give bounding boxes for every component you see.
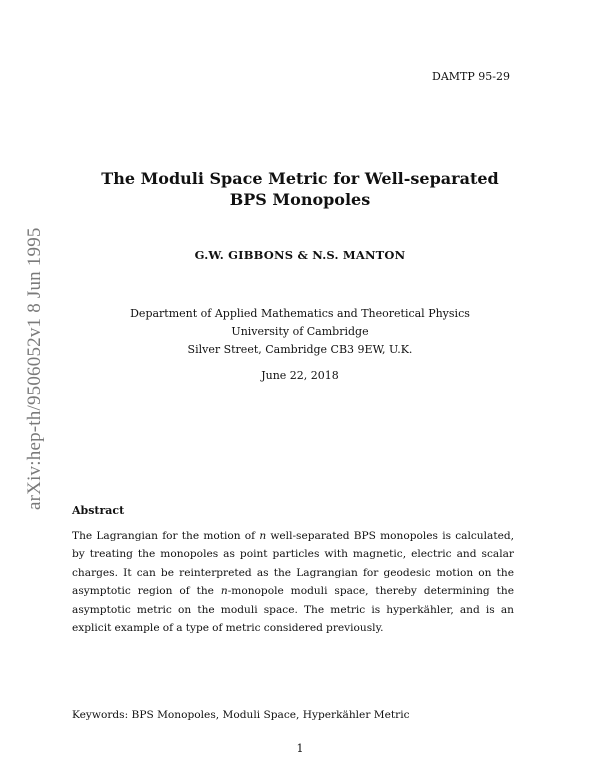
abstract-body: [72, 527, 514, 637]
abstract-var-n-1: n: [259, 530, 267, 542]
authors: G.W. GIBBONS & N.S. MANTON: [194, 248, 406, 262]
affiliation-department: Department of Applied Mathematics and Theoretical Physics: [130, 307, 470, 320]
keywords: Keywords: BPS Monopoles, Moduli Space, Hyperkähler Metric: [72, 709, 410, 721]
affiliation: [0, 305, 600, 359]
affiliation-address: Silver Street, Cambridge CB3 9EW, U.K.: [187, 343, 413, 356]
paper-title: [0, 168, 600, 210]
arxiv-identifier-stamp: arXiv:hep-th/9506052v1 8 Jun 1995: [24, 227, 45, 510]
report-number: DAMTP 95-29: [432, 70, 510, 83]
title-line-1: The Moduli Space Metric for Well-separated: [101, 169, 499, 188]
abstract-text-1: The Lagrangian for the motion of: [72, 530, 260, 542]
title-line-2: BPS Monopoles: [229, 190, 371, 209]
abstract-heading: Abstract: [72, 504, 125, 517]
abstract-text-2: well-separated BPS monopoles is calculated, by treating the monopoles as point particles with magnetic, electric and scalar charges. It can be reinterpreted as the Lagrangian for geodesic motion on the asymptotic region of the: [72, 530, 514, 598]
abstract-text-3: -monopole moduli space, thereby determining the asymptotic metric on the moduli space. The metric is hyperkähler, and is an explicit example of a type of metric considered previously.: [72, 585, 514, 635]
page-number: 1: [296, 742, 304, 755]
abstract-var-n-2: n: [220, 585, 228, 598]
date: June 22, 2018: [261, 369, 339, 382]
affiliation-university: University of Cambridge: [231, 325, 369, 338]
